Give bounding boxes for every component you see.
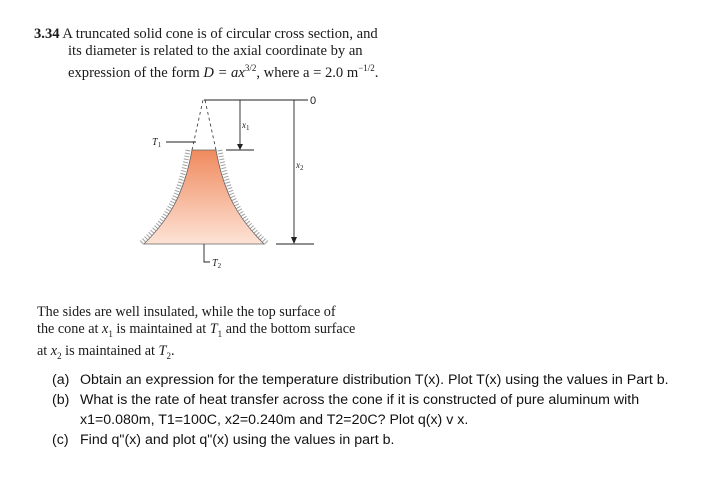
x2-arrowhead [291, 237, 297, 244]
description-line-1: The sides are well insulated, while the top surface of [37, 304, 336, 320]
problem-statement [34, 26, 434, 82]
diameter-formula: D = ax [203, 64, 245, 81]
dashed-right [205, 100, 216, 150]
part-text: Find q"(x) and plot q"(x) using the values in part b. [80, 432, 395, 448]
part-text: What is the rate of heat transfer across the cone if it is constructed of pure aluminum with x1=0.080m, T1=100C, x2=0.240m and T2=20C? Plot q(x) v x. [80, 392, 640, 428]
problem-line-1: 3.34 A truncated solid cone is of circular cross section, and [34, 26, 378, 42]
origin-label: 0 [310, 95, 317, 107]
part-label: (c) [52, 432, 69, 448]
t2-label: $T_2$ [212, 258, 222, 270]
x1-label: $x_1$ [242, 120, 250, 132]
x1-arrowhead [237, 144, 243, 150]
problem-line-3: expression of the form $D = ax^{3/2}$, where a = 2.0 $m^{-1/2}$. [68, 63, 379, 81]
cone-figure [130, 86, 330, 276]
part-label: (a) [52, 372, 70, 388]
problem-line-2: its diameter is related to the axial coordinate by an [68, 43, 363, 59]
dashed-left [192, 100, 203, 150]
description [37, 304, 397, 365]
x2-label: $x_2$ [296, 160, 304, 172]
part-text: Obtain an expression for the temperature distribution T(x). Plot T(x) using the values in Part b. [80, 372, 669, 388]
description-line-2: the cone at $x_1$ is maintained at $T_1$ and the bottom surface [37, 321, 356, 339]
problem-number: 3.34 [34, 26, 60, 42]
part-label: (b) [52, 392, 70, 408]
part-a [52, 370, 702, 390]
cone-diagram [130, 86, 330, 276]
cone-body [144, 150, 264, 244]
part-c [52, 430, 702, 450]
t1-label: $T_1$ [152, 137, 162, 149]
t2-leader [204, 244, 210, 262]
coefficient-a: a = 2.0 m [302, 64, 359, 81]
description-line-3: at $x_2$ is maintained at $T_2$. [37, 342, 175, 361]
part-b [52, 390, 702, 430]
question-parts [52, 370, 702, 450]
